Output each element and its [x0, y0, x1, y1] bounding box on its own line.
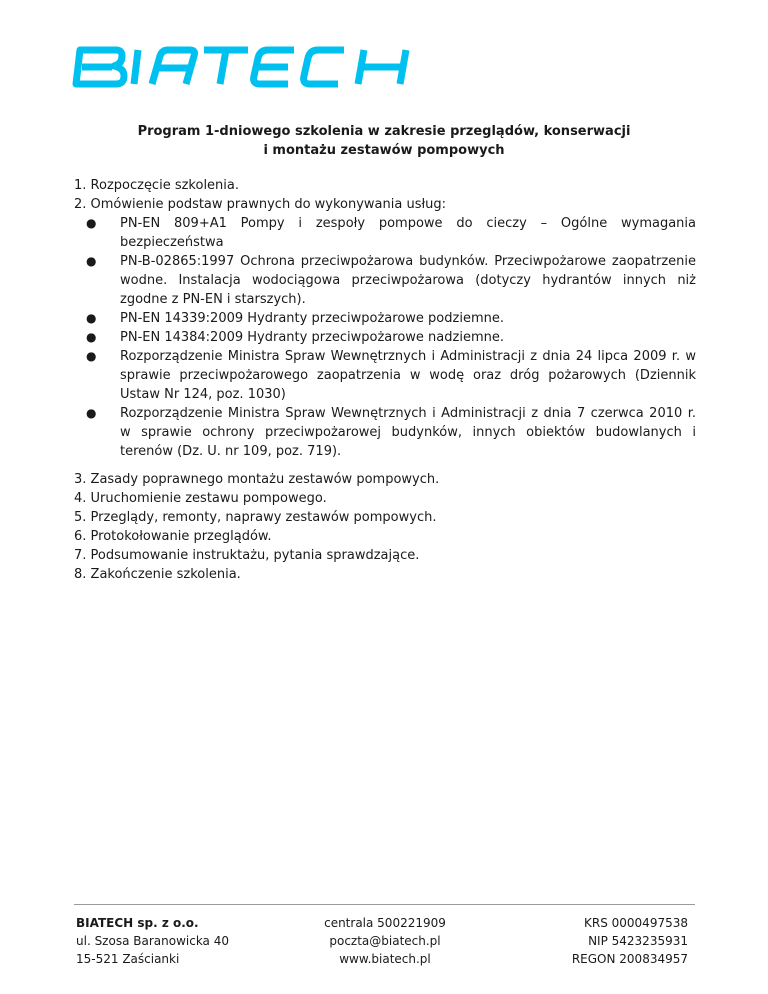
footer-address-line-2: 15-521 Zaścianki: [76, 952, 180, 966]
document-title: [0, 122, 768, 160]
legal-basis-text: Rozporządzenie Ministra Spraw Wewnętrznych i Administracji z dnia 7 czerwca 2010 r. w sprawie ochrony przeciwpożarowej budynków, innych obiektów budowlanych i terenów (Dz. U. nr 109, poz. 719).: [120, 406, 696, 459]
legal-basis-item: [74, 214, 696, 252]
legal-basis-text: PN-EN 809+A1 Pompy i zespoły pompowe do cieczy – Ogólne wymagania bezpieczeństwa: [120, 216, 696, 250]
title-line-2: i montażu zestawów pompowych: [263, 143, 505, 158]
legal-basis-text: PN-EN 14384:2009 Hydranty przeciwpożarowe nadziemne.: [120, 330, 504, 345]
legal-basis-text: Rozporządzenie Ministra Spraw Wewnętrznych i Administracji z dnia 24 lipca 2009 r. w sprawie przeciwpożarowego zaopatrzenia w wodę oraz dróg pożarowych (Dziennik Ustaw Nr 124, poz. 1030): [120, 349, 696, 402]
legal-basis-item: [74, 347, 696, 404]
footer-website[interactable]: www.biatech.pl: [339, 952, 431, 966]
program-item: 7. Podsumowanie instruktażu, pytania sprawdzające.: [74, 548, 420, 563]
biatech-logo-icon: [72, 44, 432, 94]
legal-basis-item: [74, 309, 696, 328]
spacer: [74, 461, 696, 470]
footer-contact-info: [280, 914, 490, 968]
legal-basis-item: [74, 404, 696, 461]
program-item: 8. Zakończenie szkolenia.: [74, 567, 241, 582]
program-item: 5. Przeglądy, remonty, naprawy zestawów pompowych.: [74, 510, 437, 525]
bullet-icon: ●: [86, 254, 97, 268]
bullet-icon: ●: [86, 406, 97, 420]
footer-regon: REGON 200834957: [571, 952, 688, 966]
footer-nip: NIP 5423235931: [588, 934, 688, 948]
legal-basis-text: PN-B-02865:1997 Ochrona przeciwpożarowa budynków. Przeciwpożarowe zaopatrzenie wodne. Instalacja wodociągowa przeciwpożarowa (dotyczy hydrantów innych niż zgodne z PN-EN i starszych).: [120, 254, 696, 307]
legal-basis-item: [74, 328, 696, 347]
program-content: [74, 176, 696, 584]
program-item: 2. Omówienie podstaw prawnych do wykonywania usług:: [74, 197, 447, 212]
legal-basis-list: [74, 214, 696, 461]
footer-company-info: [76, 914, 229, 968]
bullet-icon: ●: [86, 216, 97, 230]
program-item: 4. Uruchomienie zestawu pompowego.: [74, 491, 327, 506]
footer-registry-info: [520, 914, 688, 968]
title-line-1: Program 1-dniowego szkolenia w zakresie przeglądów, konserwacji: [137, 124, 631, 139]
legal-basis-item: [74, 252, 696, 309]
legal-basis-text: PN-EN 14339:2009 Hydranty przeciwpożarowe podziemne.: [120, 311, 504, 326]
company-logo: [72, 44, 432, 94]
bullet-icon: ●: [86, 311, 97, 325]
footer-address-line-1: ul. Szosa Baranowicka 40: [76, 934, 229, 948]
footer-divider: [74, 904, 695, 905]
bullet-icon: ●: [86, 349, 97, 363]
bullet-icon: ●: [86, 330, 97, 344]
footer-phone: centrala 500221909: [324, 916, 446, 930]
footer-company-name: BIATECH sp. z o.o.: [76, 916, 199, 930]
footer-email[interactable]: poczta@biatech.pl: [329, 934, 441, 948]
program-item: 6. Protokołowanie przeglądów.: [74, 529, 272, 544]
program-item: 3. Zasady poprawnego montażu zestawów pompowych.: [74, 472, 440, 487]
program-item: 1. Rozpoczęcie szkolenia.: [74, 178, 240, 193]
footer-krs: KRS 0000497538: [584, 916, 688, 930]
